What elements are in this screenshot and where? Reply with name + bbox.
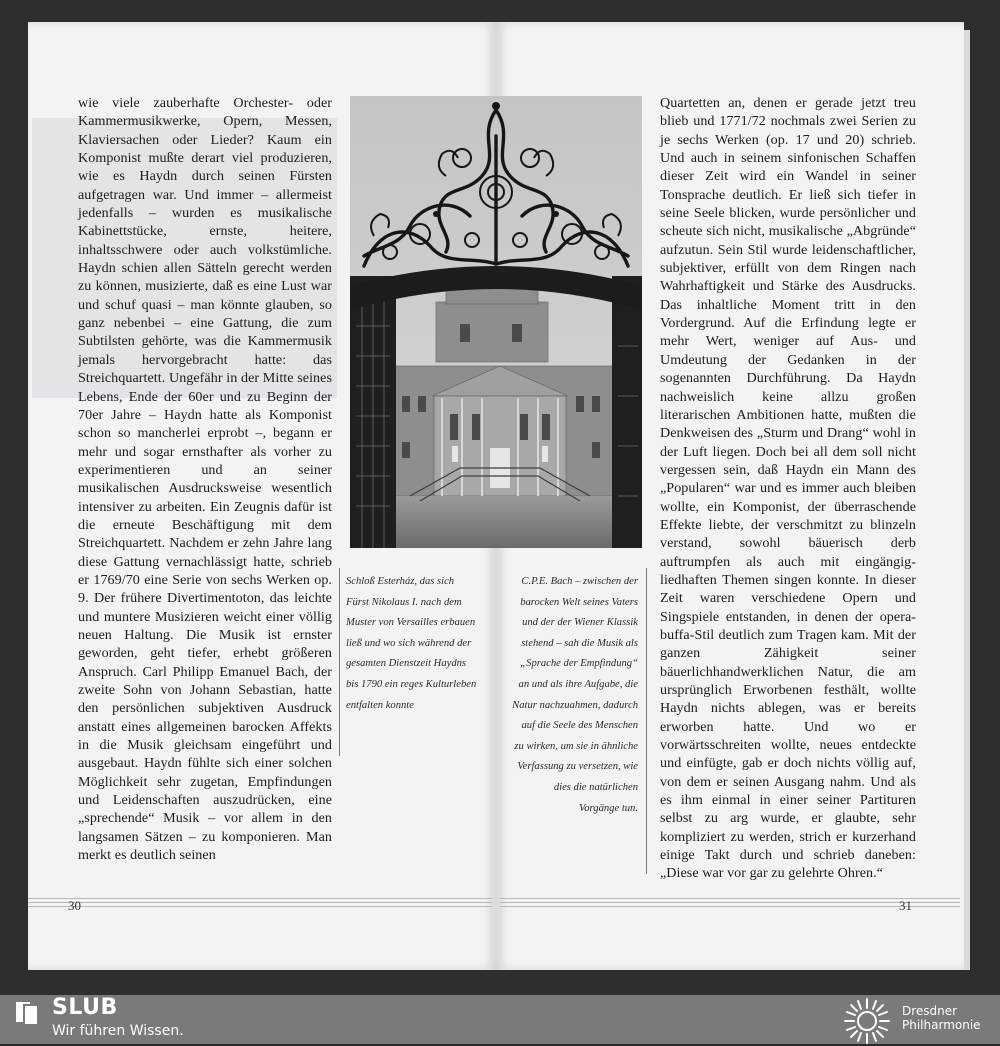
- page-number-right: 31: [899, 898, 912, 913]
- page-number-left: 30: [68, 898, 81, 913]
- right-body-text: Quartetten an, denen er gerade jetzt treu blieb und 1771/72 nochmals zwei Serien zu je sechs Werken (op. 17 und 20) schrieb. Und auch in seinem sinfonischen Schaffen dieser Zeit wird ein Wandel in seiner Tonsprache deutlich. Er ließ sich tiefer in seine Seele blicken, wurde persönlicher und scheute sich nicht, musikalische „Abgründe“ aufzutun. Sein Stil wurde leidenschaftlicher, subjektiver, erfüllt von dem Ringen nach Wahrhaftigkeit und Stärke des Ausdrucks. Das inhaltliche Moment tritt in den Vordergrund. Auf die Erfindung legte er mehr Wert, weniger auf Aus- und Umdeutung der Gedanken in der sogenannten Durchführung. Da Haydn nachweislich keine allzu großen literarischen Ambitionen hatte, mußten die Denkweisen des „Sturm und Drang“ wohl in der Luft liegen. Doch bei all dem soll nicht vergessen sein, daß Haydn ein Mann des „Popularen“ war und es immer auch bleiben wollte, ein Komponist, der überraschende Effekte liebte, der verschmitzt zu blinzeln verstand, sowohl bäuerisch derb auftrumpfen als auch mit eingängig-liedhaften Themen singen konnte. In dieser Zeit waren verschiedene Opern und Singspiele entstanden, in denen der opera-buffa-Stil deutlich zum Tragen kam. Mit der ganzen Zähigkeit seiner bäuerlichhandwerklichen Natur, die am ursprünglich Erworbenen festhält, wollte Haydn nichts ablegen, was er bereits erworben hatte. Und wo er vorwärtsschreiten wollte, neues entdeckte und einfügte, gab er doch nichts völlig auf, von dem er seinen Ausgang nahm. Und als es ihm einmal in einer seiner Partituren selbst zu arg wurde, er glaubte, sehr kompliziert zu werden, strich er kurzerhand einige Takt durch und schrieb daneben: „Diese war vor gar zu gelehrte Ohren.“: [660, 95, 916, 882]
- right-footer-rule: [500, 898, 960, 911]
- philharmonie-logo-icon: [842, 996, 892, 1046]
- castle-gate-photo: [350, 96, 642, 548]
- philharmonie-name: [902, 1004, 981, 1032]
- slub-tagline: Wir führen Wissen.: [52, 1023, 184, 1039]
- slub-name: SLUB: [52, 995, 118, 1020]
- philharmonie-name-line2: Philharmonie: [902, 1018, 981, 1032]
- philharmonie-name-line1: Dresdner: [902, 1004, 958, 1018]
- right-image-caption: C.P.E. Bach – zwischen der barocken Welt seines Vaters und der der Wiener Klassik stehend – sah die Musik als „Sprache der Empfindung“ an und als ihre Aufgabe, die Natur nachzuahmen, dadurch auf die Seele des Menschen zu wirken, um sie in ähnliche Verfassung zu versetzen, wie dies die natürlichen Vorgänge tun.: [512, 576, 638, 814]
- caption-divider-right: [646, 568, 647, 874]
- footer-bar: [0, 995, 1000, 1044]
- slub-logo-icon: [14, 1000, 40, 1026]
- left-footer-rule: [28, 898, 492, 911]
- left-image-caption: Schloß Esterház, das sich Fürst Nikolaus I. nach dem Muster von Versailles erbauen ließ und wo sich während der gesamten Dienstzeit Haydns bis 1790 ein reges Kulturleben entfalten konnte: [346, 576, 477, 711]
- page-edge: [964, 30, 970, 970]
- caption-divider-left: [339, 568, 340, 756]
- left-body-text: wie viele zauberhafte Orchester- oder Kammermusikwerke, Opern, Messen, Klaviersachen oder Lieder? Kaum ein Komponist mußte derart viel produzieren, wie es Haydn durch seinen Fürsten aufgetragen war. Und immer – allermeist jedenfalls – wurden es musikalische Kabinettstücke, ernste, heitere, inhaltsschwere oder auch volkstümliche. Haydn schien allen Sätteln gerecht werden zu können, musizierte, daß es eine Lust war und schuf quasi – man könnte glauben, so ganz nebenbei – eine Gattung, die zum Subtilsten gehörte, was die Kammermusik jemals hervorgebracht hatte: das Streichquartett. Ungefähr in der Mitte seines Lebens, Ende der 60er und zu Beginn der 70er Jahre – Haydn hatte als Komponist schon so mancherlei erprobt –, begann er mehr und sogar ernsthafter als vorher zu experimentieren und an seiner musikalischen Ausdrucksweise wesentlich intensiver zu arbeiten. Ein Zeugnis dafür ist die erneute Beschäftigung mit dem Streichquartett. Nachdem er zehn Jahre lang diese Gattung vernachlässigt hatte, schrieb er 1769/70 eine Serie von sechs Werken op. 9. Der frühere Divertimentoton, das leichte und muntere Musizieren weicht einer völlig neuen Haltung. Die Musik ist ernster geworden, geht tiefer, erhebt größeren Anspruch. Carl Philipp Emanuel Bach, der zweite Sohn von Johann Sebastian, hatte den persönlichen subjektiven Ausdruck anstatt eines allgemeinen barocken Affekts in die Musik gleichsam eingeführt und ausgebaut. Haydn fühlte sich einer solchen Möglichkeit sehr zugetan, Empfindungen und Leidenschaften auszudrücken, eine „sprechende“ Musik – vor allem in den langsamen Sätzen – zu komponieren. Man merkt es deutlich seinen: [78, 95, 332, 864]
